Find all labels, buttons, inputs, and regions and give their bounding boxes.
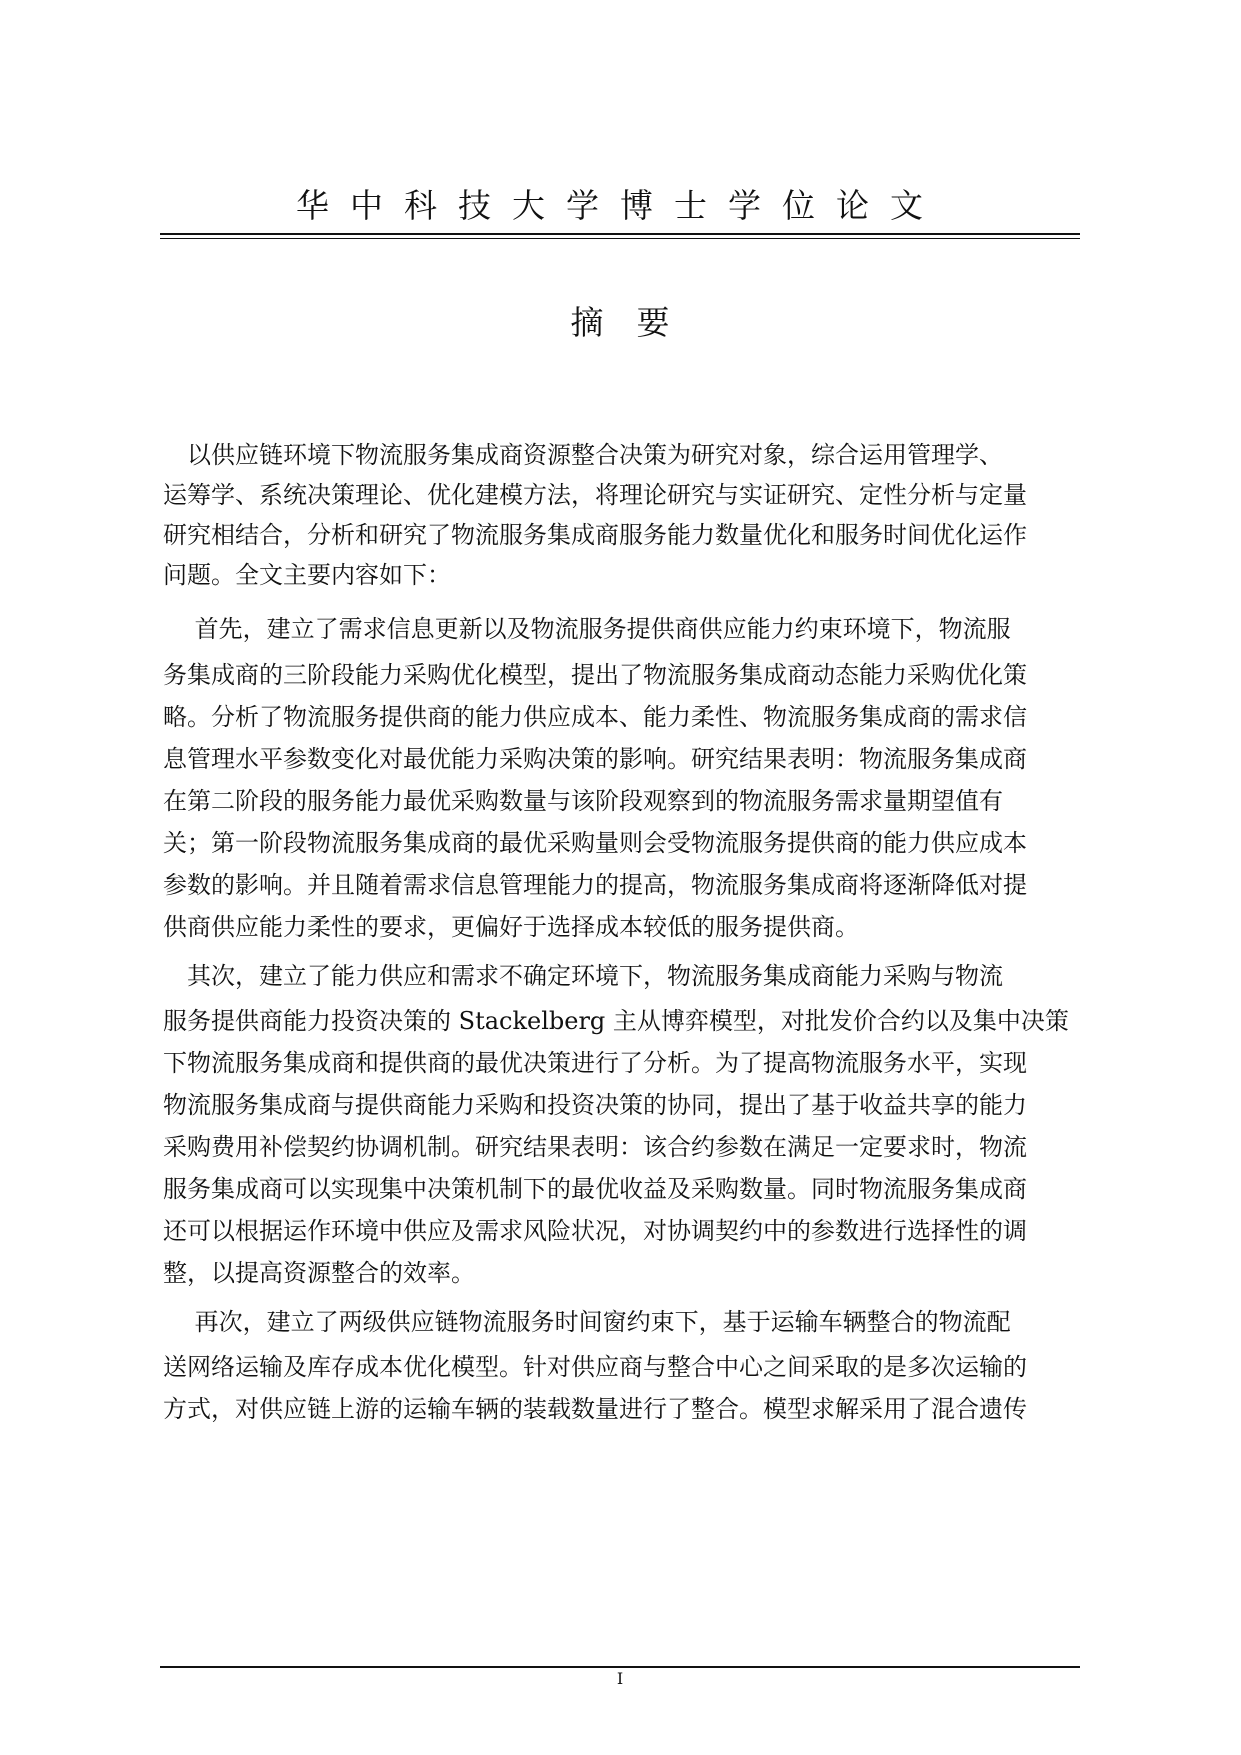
body-line: 在第二阶段的服务能力最优采购数量与该阶段观察到的物流服务需求量期望值有 xyxy=(163,787,1003,815)
body-line: 供商供应能力柔性的要求，更偏好于选择成本较低的服务提供商。 xyxy=(163,913,859,941)
footer-rule xyxy=(160,1666,1080,1668)
header-rule-thin xyxy=(160,238,1080,239)
body-line: 首先，建立了需求信息更新以及物流服务提供商供应能力约束环境下，物流服 xyxy=(163,615,1011,643)
body-line: 问题。全文主要内容如下： xyxy=(163,561,451,589)
body-line: 务集成商的三阶段能力采购优化模型，提出了物流服务集成商动态能力采购优化策 xyxy=(163,661,1027,689)
body-line: 方式，对供应链上游的运输车辆的装载数量进行了整合。模型求解采用了混合遗传 xyxy=(163,1395,1027,1423)
body-line: 采购费用补偿契约协调机制。研究结果表明：该合约参数在满足一定要求时，物流 xyxy=(163,1133,1027,1161)
abstract-heading: 摘 要 xyxy=(570,303,670,342)
body-line: 整，以提高资源整合的效率。 xyxy=(163,1259,475,1287)
body-line: 息管理水平参数变化对最优能力采购决策的影响。研究结果表明：物流服务集成商 xyxy=(163,745,1027,773)
body-line: 其次，建立了能力供应和需求不确定环境下，物流服务集成商能力采购与物流 xyxy=(163,962,1003,990)
page-number: I xyxy=(616,1669,624,1688)
body-line: 物流服务集成商与提供商能力采购和投资决策的协同，提出了基于收益共享的能力 xyxy=(163,1091,1027,1119)
body-line: 关；第一阶段物流服务集成商的最优采购量则会受物流服务提供商的能力供应成本 xyxy=(163,829,1027,857)
body-line: 略。分析了物流服务提供商的能力供应成本、能力柔性、物流服务集成商的需求信 xyxy=(163,703,1027,731)
body-line: 服务集成商可以实现集中决策机制下的最优收益及采购数量。同时物流服务集成商 xyxy=(163,1175,1027,1203)
body-line: 送网络运输及库存成本优化模型。针对供应商与整合中心之间采取的是多次运输的 xyxy=(163,1353,1027,1381)
body-line: 运筹学、系统决策理论、优化建模方法，将理论研究与实证研究、定性分析与定量 xyxy=(163,481,1027,509)
body-line: 以供应链环境下物流服务集成商资源整合决策为研究对象，综合运用管理学、 xyxy=(163,441,1003,469)
thesis-header-title: 华中科技大学博士学位论文 xyxy=(296,186,944,225)
body-line: 服务提供商能力投资决策的 Stackelberg 主从博弈模型，对批发价合约以及集中决策 xyxy=(163,1007,1069,1035)
body-line: 还可以根据运作环境中供应及需求风险状况，对协调契约中的参数进行选择性的调 xyxy=(163,1217,1027,1245)
body-line: 再次，建立了两级供应链物流服务时间窗约束下，基于运输车辆整合的物流配 xyxy=(163,1308,1011,1336)
body-line: 下物流服务集成商和提供商的最优决策进行了分析。为了提高物流服务水平，实现 xyxy=(163,1049,1027,1077)
body-line: 研究相结合，分析和研究了物流服务集成商服务能力数量优化和服务时间优化运作 xyxy=(163,521,1027,549)
body-line: 参数的影响。并且随着需求信息管理能力的提高，物流服务集成商将逐渐降低对提 xyxy=(163,871,1027,899)
header-rule-thick xyxy=(160,233,1080,235)
